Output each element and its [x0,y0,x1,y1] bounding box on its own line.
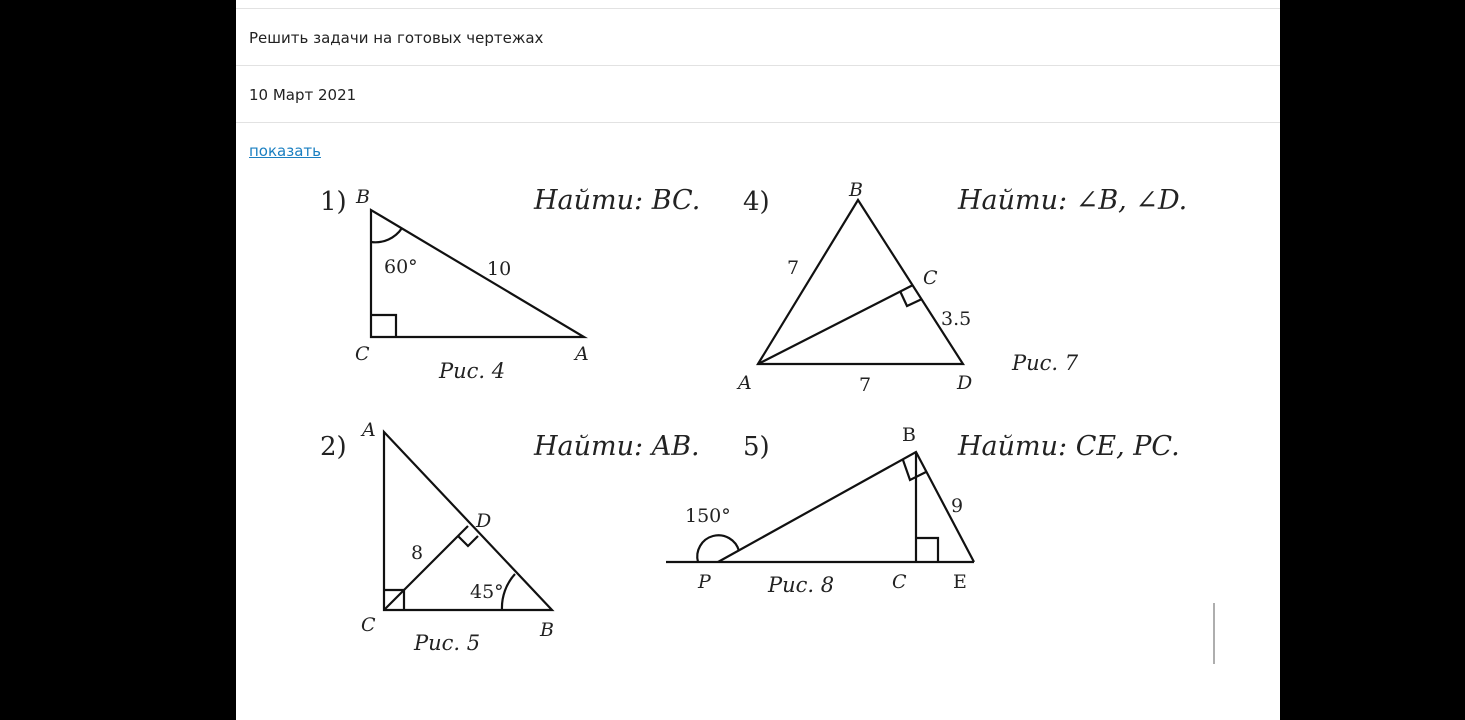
angle-arc [502,574,515,610]
task-text: Найти: AB. [534,431,700,462]
angle-arc [697,535,739,562]
post-title: Решить задачи на готовых чертежах [249,29,544,47]
vertex-label: C [355,343,370,365]
side-label: 8 [411,542,424,564]
vertex-label: P [698,571,711,593]
right-angle-mark [371,315,396,337]
vertex-label: C [361,614,376,636]
vertex-label: D [476,510,492,532]
vertex-label: C [892,571,907,593]
vertex-label: A [362,419,376,441]
triangle-fig8 [718,452,974,562]
problem-number: 2) [320,432,347,462]
figure-caption: Рис. 5 [414,631,481,655]
show-link[interactable]: показать [249,142,321,160]
problem-number: 1) [320,187,347,217]
vertex-label: E [953,571,967,593]
vertex-label: B [902,424,916,446]
problem-number: 5) [743,432,770,462]
side-label: 10 [487,258,512,280]
figure-caption: Рис. 8 [768,573,835,597]
side-label: 3.5 [941,308,972,330]
right-angle-mark [458,536,478,546]
angle-label: 60° [384,256,418,278]
vertex-label: B [356,186,370,208]
figure-caption: Рис. 4 [439,359,506,383]
task-text: Найти: ∠B, ∠D. [958,185,1188,216]
vertex-label: C [923,267,938,289]
angle-label: 45° [470,581,504,603]
post-panel [236,0,1280,720]
side-label: 7 [787,257,800,279]
figure-caption: Рис. 7 [1012,351,1079,375]
altitude-cd [384,526,468,610]
vertex-label: A [738,372,752,394]
side-label: 9 [951,495,964,517]
angle-arc [371,228,402,242]
task-text: Найти: CE, PC. [958,431,1180,462]
task-text: Найти: BC. [534,185,701,216]
side-label: 7 [859,374,872,396]
problem-number: 4) [743,187,770,217]
angle-label: 150° [685,505,731,527]
post-date: 10 Март 2021 [249,86,357,104]
right-angle-mark [916,538,938,562]
vertex-label: A [575,343,589,365]
vertex-label: D [957,372,973,394]
vertex-label: B [540,619,554,641]
geometry-drawings [236,0,1280,720]
vertex-label: B [849,179,863,201]
